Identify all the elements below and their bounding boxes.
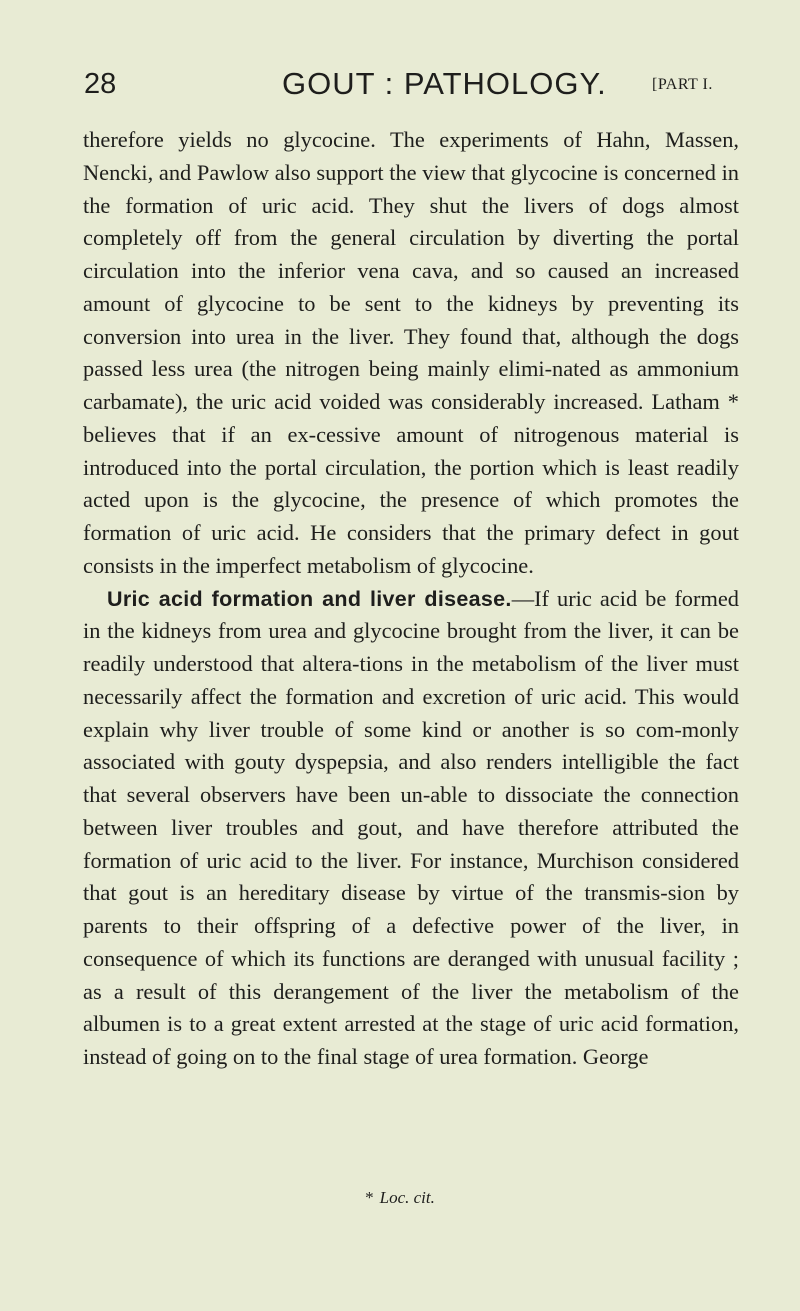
running-title: GOUT : PATHOLOGY. bbox=[282, 66, 607, 101]
section-text: —If uric acid be formed in the kidneys from urea and glycocine brought from the liver, it can be readily understood that altera-tions in the metabolism of the liver must necessarily affect the formation and excretion of uric acid. This would explain why liver trouble of some kind or another is so com-monly associated with gouty dyspepsia, and also renders intelligible the fact that several observers have been un-able to dissociate the connection between liver troubles and gout, and have therefore attributed the formation of uric acid to the liver. For instance, Murchison considered that gout is an hereditary disease by virtue of the transmis-sion by parents to their offspring of a defective power of the liver, in consequence of which its functions are deranged with unusual facility ; as a result of this derangement of the liver the metabolism of the albumen is to a great extent arrested at the stage of uric acid formation, instead of going on to the final stage of urea formation. George bbox=[83, 585, 739, 1069]
footnote bbox=[0, 1188, 800, 1208]
footnote-text: Loc. cit. bbox=[379, 1188, 435, 1207]
part-label: [PART I. bbox=[652, 76, 713, 93]
footnote-marker: * bbox=[365, 1188, 374, 1207]
section-paragraph bbox=[83, 583, 739, 1074]
page-number: 28 bbox=[84, 68, 117, 100]
page-header bbox=[84, 62, 734, 112]
section-heading: Uric acid formation and liver disease. bbox=[107, 586, 512, 611]
paragraph: therefore yields no glycocine. The experiments of Hahn, Massen, Nencki, and Pawlow also support the view that glycocine is concerned in the formation of uric acid. They shut the livers of dogs almost completely off from the general circulation by diverting the portal circulation into the inferior vena cava, and so caused an increased amount of glycocine to be sent to the kidneys by preventing its conversion into urea in the liver. They found that, although the dogs passed less urea (the nitrogen being mainly elimi-nated as ammonium carbamate), the uric acid voided was considerably increased. Latham * believes that if an ex-cessive amount of nitrogenous material is introduced into the portal circulation, the portion which is least readily acted upon is the glycocine, the presence of which promotes the formation of uric acid. He considers that the primary defect in gout consists in the imperfect metabolism of glycocine. bbox=[83, 127, 739, 578]
body-text bbox=[83, 124, 739, 1074]
